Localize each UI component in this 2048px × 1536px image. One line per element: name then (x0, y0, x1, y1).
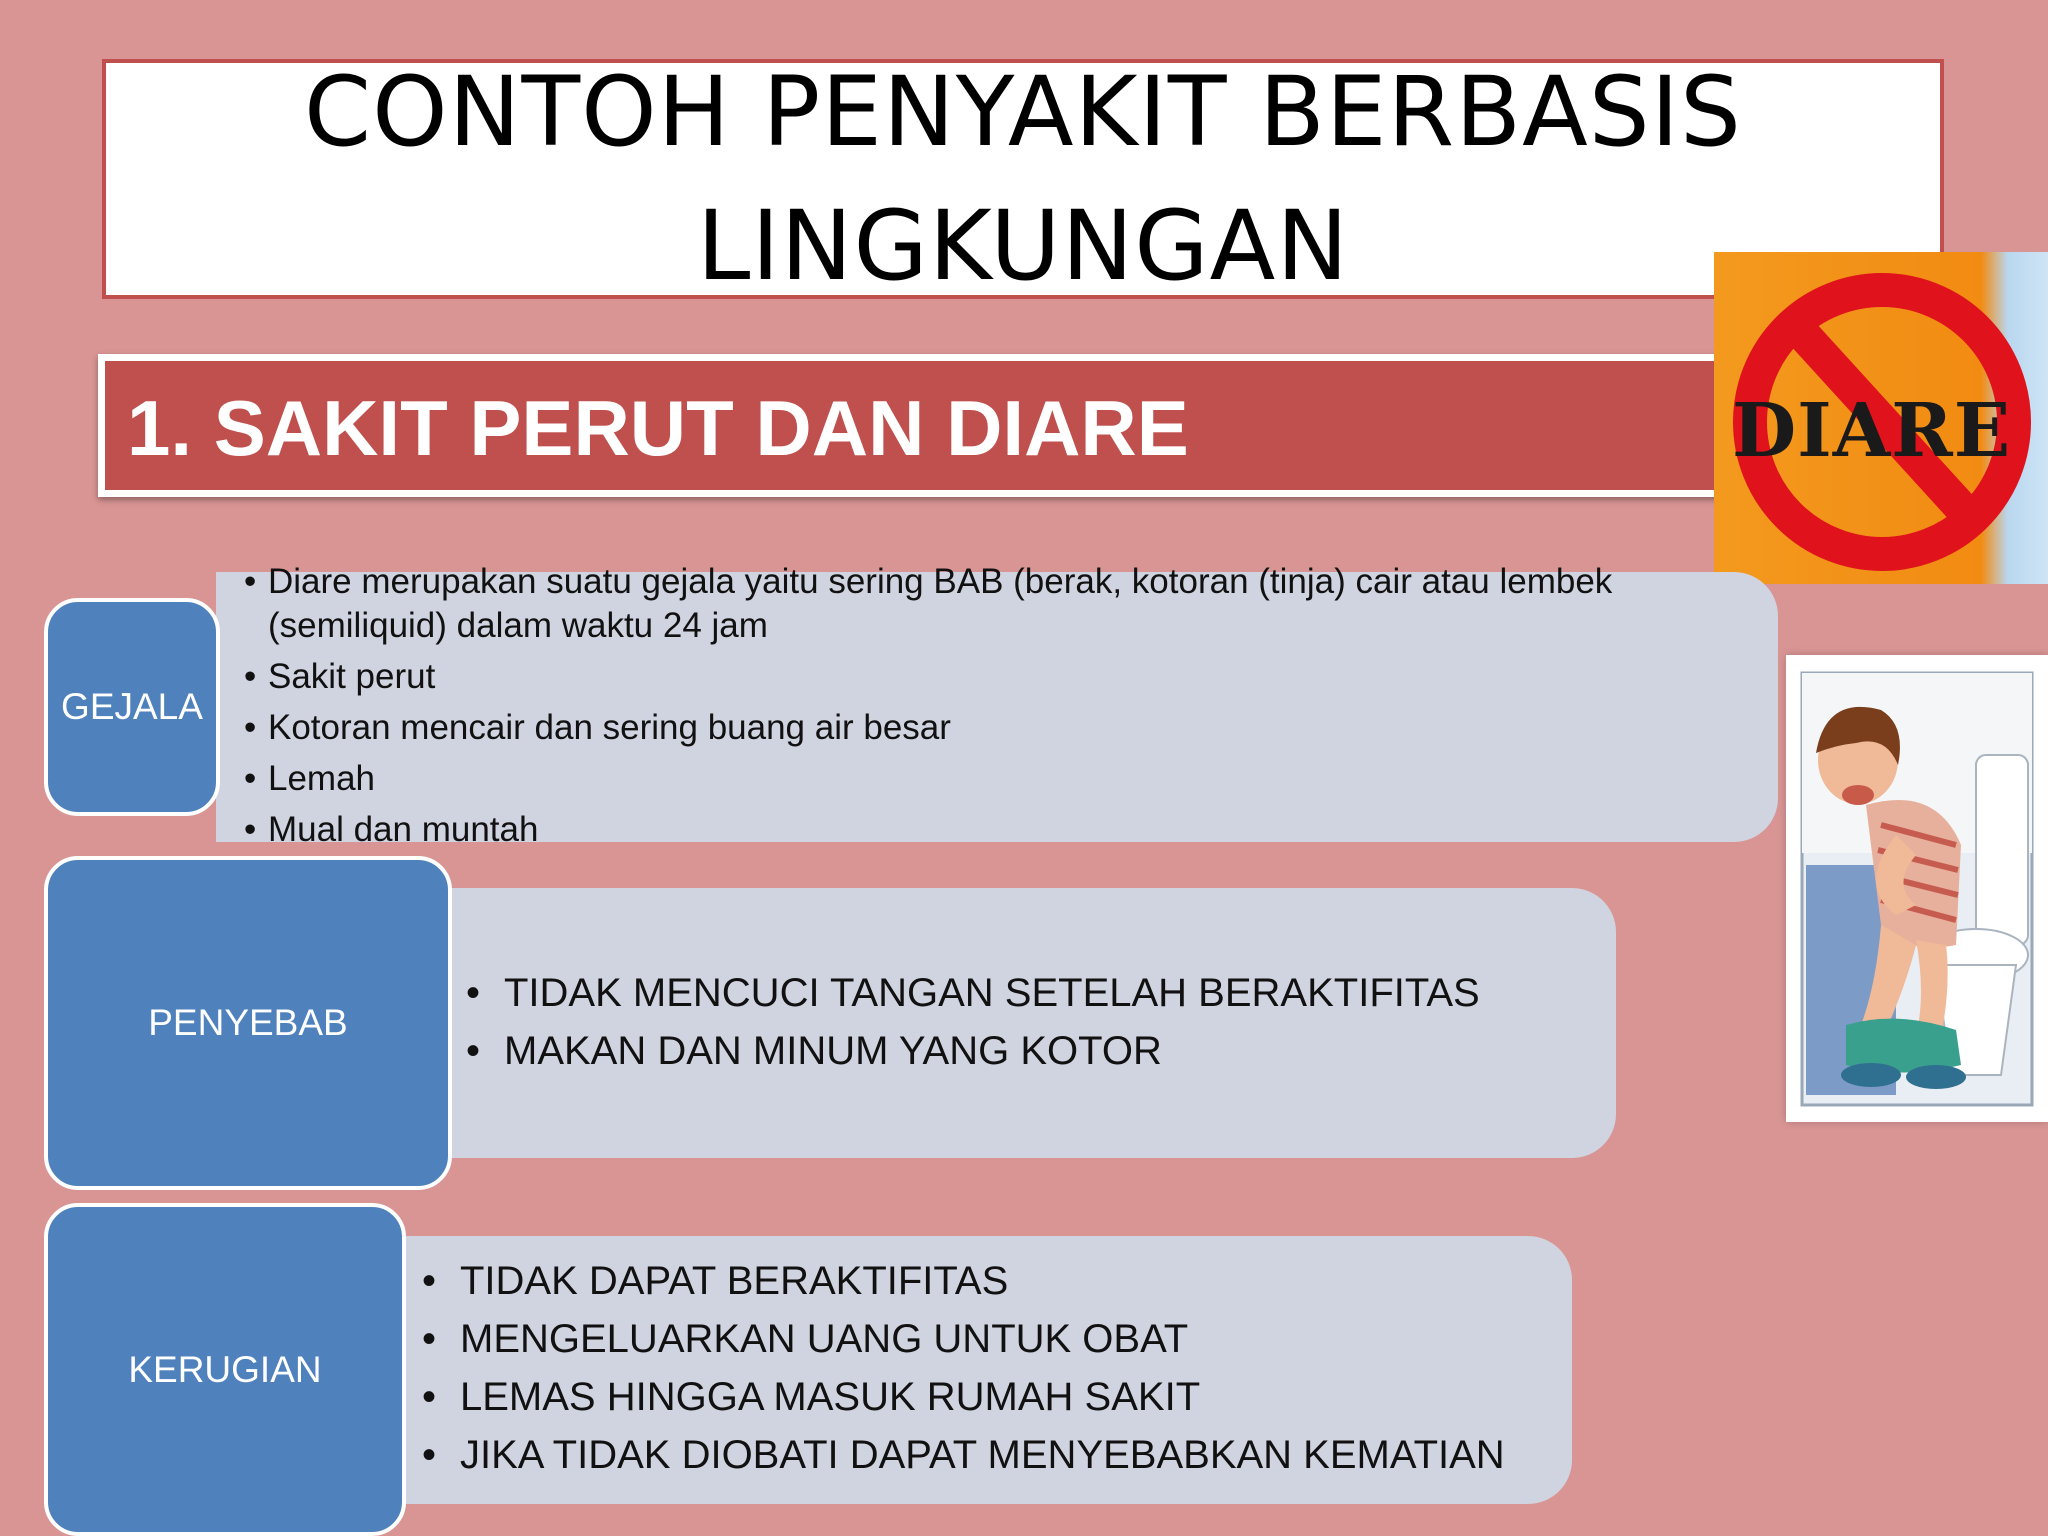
section-banner (98, 354, 1798, 497)
kerugian-list (422, 1252, 1542, 1484)
kerugian-label-box (44, 1203, 406, 1536)
list-item: • Diare merupakan suatu gejala yaitu sering BAB (berak, kotoran (tinja) cair atau lembek (semiliquid) dalam waktu 24 jam (244, 560, 1684, 648)
list-item: • Lemah (244, 757, 1684, 801)
list-item: • TIDAK MENCUCI TANGAN SETELAH BERAKTIFITAS (466, 964, 1566, 1022)
title-box (102, 56, 1944, 302)
penyebab-label: PENYEBAB (148, 1002, 348, 1043)
list-item: • TIDAK DAPAT BERAKTIFITAS (422, 1252, 1542, 1310)
section-heading: 1. SAKIT PERUT DAN DIARE (127, 384, 1189, 472)
diare-badge-text: DIARE (1732, 388, 2012, 474)
gejala-label-box (44, 598, 220, 816)
list-item: • Mual dan muntah (244, 808, 1684, 852)
list-item: • MAKAN DAN MINUM YANG KOTOR (466, 1022, 1566, 1080)
list-item: • MENGELUARKAN UANG UNTUK OBAT (422, 1310, 1542, 1368)
slide-title-line-1: CONTOH PENYAKIT BERBASIS (304, 56, 1742, 168)
list-item: • LEMAS HINGGA MASUK RUMAH SAKIT (422, 1368, 1542, 1426)
list-item: • Sakit perut (244, 655, 1684, 699)
diare-prohibition-image (1714, 252, 2048, 584)
gejala-list (244, 560, 1684, 859)
list-item: • JIKA TIDAK DIOBATI DAPAT MENYEBABKAN KEMATIAN (422, 1426, 1542, 1484)
gejala-label: GEJALA (61, 686, 203, 727)
list-item: • Kotoran mencair dan sering buang air besar (244, 706, 1684, 750)
boy-on-toilet-illustration (1786, 655, 2048, 1122)
penyebab-list (466, 964, 1566, 1080)
slide-title-line-2: LINGKUNGAN (696, 190, 1350, 302)
kerugian-label: KERUGIAN (128, 1348, 322, 1390)
boy-on-toilet-icon (1786, 655, 2048, 1122)
penyebab-label-box (44, 856, 452, 1190)
